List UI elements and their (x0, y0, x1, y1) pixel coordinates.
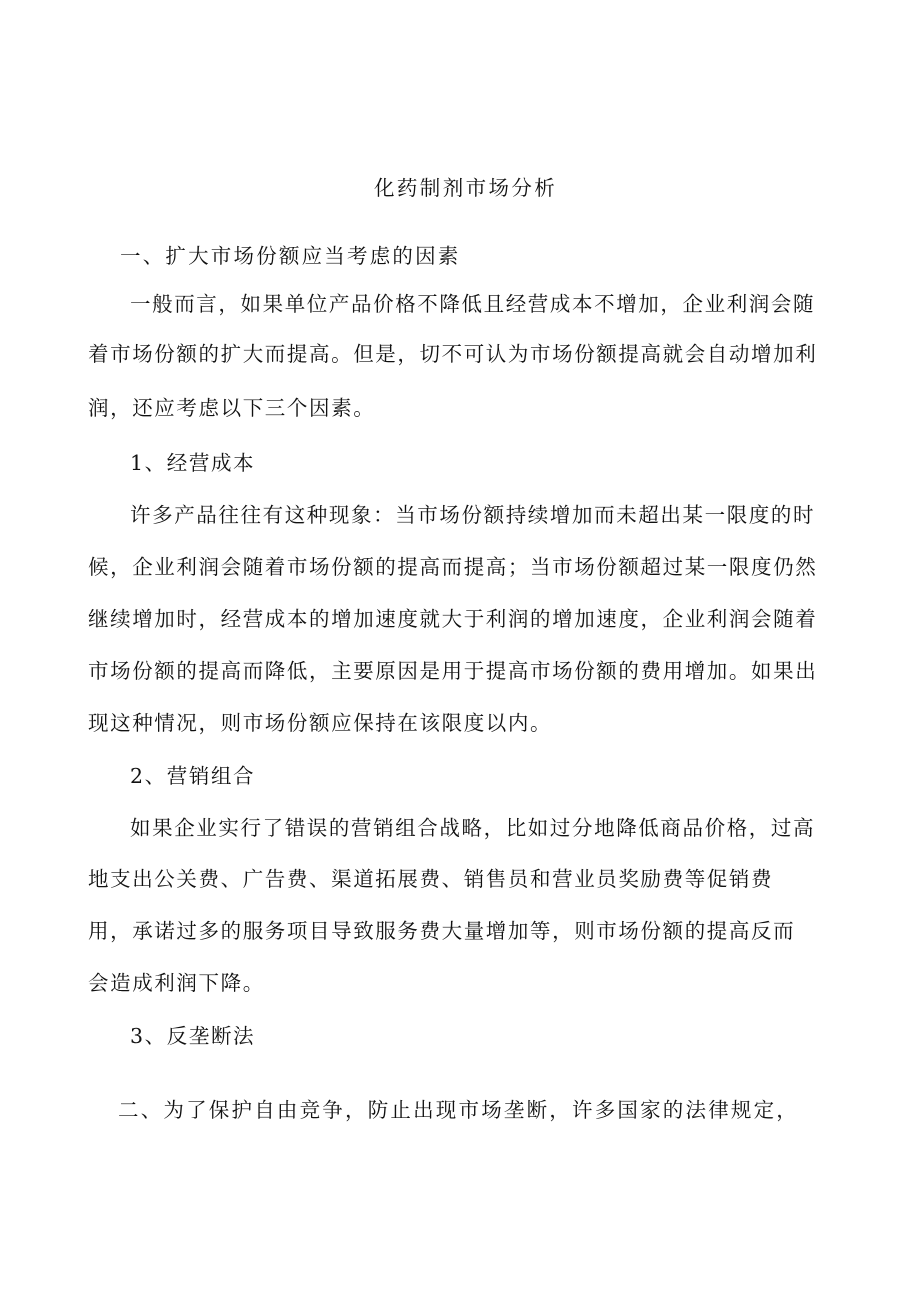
paragraph-line: 现这种情况，则市场份额应保持在该限度以内。 (88, 711, 553, 735)
paragraph-line: 继续增加时，经营成本的增加速度就大于利润的增加速度，企业利润会随着 (88, 607, 818, 631)
paragraph-line: 许多产品往往有这种现象：当市场份额持续增加而未超出某一限度的时 (130, 503, 816, 527)
paragraph-line: 地支出公关费、广告费、渠道拓展费、销售员和营业员奖励费等促销费 (88, 867, 774, 891)
paragraph-line: 一般而言，如果单位产品价格不降低且经营成本不增加，企业利润会随 (130, 292, 816, 316)
paragraph-line: 着市场份额的扩大而提高。但是，切不可认为市场份额提高就会自动增加利 (88, 342, 818, 366)
paragraph-line: 会造成利润下降。 (88, 971, 265, 995)
paragraph-line: 用，承诺过多的服务项目导致服务费大量增加等，则市场份额的提高反而 (88, 919, 796, 943)
section-heading-factors: 一、扩大市场份额应当考虑的因素 (120, 244, 461, 268)
subheading-marketing-mix: 2、营销组合 (130, 764, 256, 788)
paragraph-line: 如果企业实行了错误的营销组合战略，比如过分地降低商品价格，过高 (130, 816, 816, 840)
section-heading-competition: 二、为了保护自由竞争，防止出现市场垄断，许多国家的法律规定， (118, 1098, 799, 1122)
paragraph-line: 候，企业利润会随着市场份额的提高而提高；当市场份额超过某一限度仍然 (88, 555, 818, 579)
subheading-antitrust: 3、反垄断法 (130, 1024, 256, 1048)
paragraph-line: 润，还应考虑以下三个因素。 (88, 396, 376, 420)
subheading-operating-cost: 1、经营成本 (130, 451, 256, 475)
paragraph-line: 市场份额的提高而降低，主要原因是用于提高市场份额的费用增加。如果出 (88, 659, 818, 683)
page-title: 化药制剂市场分析 (374, 176, 558, 200)
